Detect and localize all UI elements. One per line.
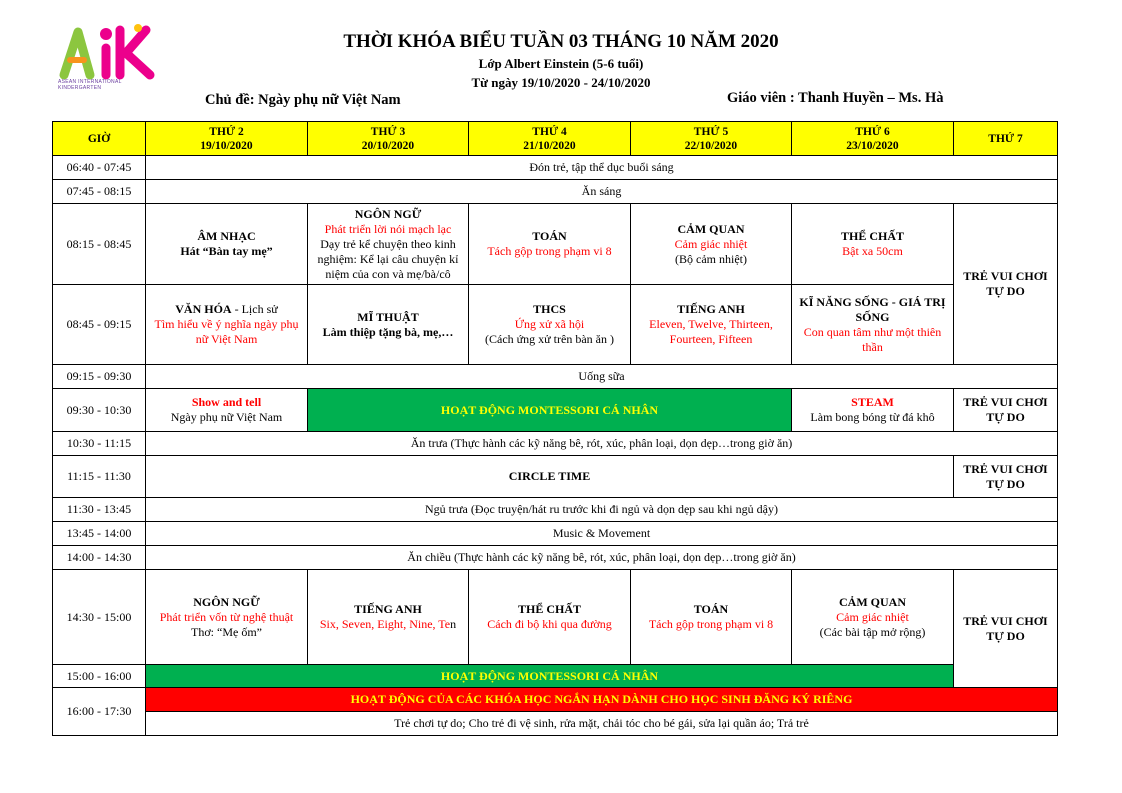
time-cell: 07:45 - 08:15	[53, 180, 146, 204]
nap-cell: Ngủ trưa (Đọc truyện/hát ru trước khi đi ngủ và dọn dẹp sau khi ngủ dậy)	[146, 498, 1058, 522]
activity-thu-1: CẢM QUAN Cảm giác nhiệt (Bộ cảm nhiệt)	[631, 204, 792, 285]
table-row	[53, 432, 1058, 456]
table-row	[53, 204, 1058, 285]
activity-fri-3: STEAM Làm bong bóng từ đá khô	[792, 389, 954, 432]
day-header-tue: THỨ 3 20/10/2020	[308, 122, 469, 156]
date-range: Từ ngày 19/10/2020 - 24/10/2020	[471, 75, 651, 90]
table-row	[53, 389, 1058, 432]
free-play-midmorning: TRẺ VUI CHƠI TỰ DO	[954, 389, 1058, 432]
time-cell: 08:15 - 08:45	[53, 204, 146, 285]
day-header-mon: THỨ 2 19/10/2020	[146, 122, 308, 156]
activity-mon-1: ÂM NHẠC Hát “Bàn tay mẹ”	[146, 204, 308, 285]
activity-thu-4: TOÁN Tách gộp trong phạm vi 8	[631, 570, 792, 665]
activity-fri-1: THỂ CHẤT Bật xa 50cm	[792, 204, 954, 285]
table-row	[53, 712, 1058, 736]
milk-cell: Uống sữa	[146, 365, 1058, 389]
table-row	[53, 665, 1058, 688]
pickup-cell: Trẻ chơi tự do; Cho trẻ đi vệ sinh, rửa mặt, chải tóc cho bé gái, sửa lại quần áo; Trả trẻ	[146, 712, 1058, 736]
table-row	[53, 546, 1058, 570]
table-row	[53, 570, 1058, 665]
activity-wed-1: TOÁN Tách gộp trong phạm vi 8	[469, 204, 631, 285]
activity-tue-2: MĨ THUẬT Làm thiệp tặng bà, mẹ,…	[308, 285, 469, 365]
school-logo-text: ASEAN INTERNATIONAL KINDERGARTEN	[58, 79, 122, 91]
activity-wed-2: THCS Ứng xử xã hội (Cách ứng xử trên bàn ăn )	[469, 285, 631, 365]
time-cell: 09:15 - 09:30	[53, 365, 146, 389]
time-cell: 11:15 - 11:30	[53, 456, 146, 498]
table-row	[53, 365, 1058, 389]
free-play-afternoon: TRẺ VUI CHƠI TỰ DO	[954, 570, 1058, 688]
montessori-afternoon-cell: HOẠT ĐỘNG MONTESSORI CÁ NHÂN	[146, 665, 954, 688]
day-header-sat: THỨ 7	[954, 122, 1058, 156]
lunch-cell: Ăn trưa (Thực hành các kỹ năng bê, rót, xúc, phân loại, dọn dẹp…trong giờ ăn)	[146, 432, 1058, 456]
day-header-wed: THỨ 4 21/10/2020	[469, 122, 631, 156]
time-cell: 09:30 - 10:30	[53, 389, 146, 432]
activity-tue-4: TIẾNG ANH Six, Seven, Eight, Nine, Ten	[308, 570, 469, 665]
activity-mon-3: Show and tell Ngày phụ nữ Việt Nam	[146, 389, 308, 432]
time-column-header: GIỜ	[53, 122, 146, 156]
activity-fri-4: CẢM QUAN Cảm giác nhiệt (Các bài tập mở rộng)	[792, 570, 954, 665]
free-play-morning: TRẺ VUI CHƠI TỰ DO	[954, 204, 1058, 365]
time-cell: 08:45 - 09:15	[53, 285, 146, 365]
time-cell: 13:45 - 14:00	[53, 522, 146, 546]
page-title: THỜI KHÓA BIỂU TUẦN 03 THÁNG 10 NĂM 2020	[343, 31, 779, 52]
time-cell: 14:00 - 14:30	[53, 546, 146, 570]
day-header-thu: THỨ 5 22/10/2020	[631, 122, 792, 156]
montessori-cell: HOẠT ĐỘNG MONTESSORI CÁ NHÂN	[308, 389, 792, 432]
table-row	[53, 156, 1058, 180]
teacher-label: Giáo viên : Thanh Huyền – Ms. Hà	[727, 90, 944, 106]
free-play-noon: TRẺ VUI CHƠI TỰ DO	[954, 456, 1058, 498]
table-row	[53, 498, 1058, 522]
activity-mon-2: VĂN HÓA - Lịch sử Tìm hiểu về ý nghĩa ngày phụ nữ Việt Nam	[146, 285, 308, 365]
short-courses-cell: HOẠT ĐỘNG CỦA CÁC KHÓA HỌC NGẮN HẠN DÀNH CHO HỌC SINH ĐĂNG KÝ RIÊNG	[146, 688, 1058, 712]
activity-fri-2: KĨ NĂNG SỐNG - GIÁ TRỊ SỐNG Con quan tâm như một thiên thần	[792, 285, 954, 365]
time-cell: 10:30 - 11:15	[53, 432, 146, 456]
time-cell: 14:30 - 15:00	[53, 570, 146, 665]
activity-mon-4: NGÔN NGỮ Phát triển vốn từ nghệ thuật Thơ: “Mẹ ốm”	[146, 570, 308, 665]
time-cell: 06:40 - 07:45	[53, 156, 146, 180]
table-row	[53, 688, 1058, 712]
table-row	[53, 456, 1058, 498]
table-row	[53, 285, 1058, 365]
music-cell: Music & Movement	[146, 522, 1058, 546]
theme-label: Chủ đề: Ngày phụ nữ Việt Nam	[205, 92, 401, 108]
time-cell: 15:00 - 16:00	[53, 665, 146, 688]
day-header-fri: THỨ 6 23/10/2020	[792, 122, 954, 156]
table-row	[53, 180, 1058, 204]
welcome-cell: Đón trẻ, tập thể dục buổi sáng	[146, 156, 1058, 180]
class-name: Lớp Albert Einstein (5-6 tuổi)	[478, 56, 644, 71]
activity-thu-2: TIẾNG ANH Eleven, Twelve, Thirteen, Fourteen, Fifteen	[631, 285, 792, 365]
activity-tue-1: NGÔN NGỮ Phát triển lời nói mạch lạc Dạy trẻ kể chuyện theo kinh nghiệm: Kể lại câu chuyện kỉ niệm của con và mẹ/bà/cô	[308, 204, 469, 285]
time-cell: 16:00 - 17:30	[53, 688, 146, 736]
snack-cell: Ăn chiều (Thực hành các kỹ năng bê, rót, xúc, phân loại, dọn dẹp…trong giờ ăn)	[146, 546, 1058, 570]
time-cell: 11:30 - 13:45	[53, 498, 146, 522]
table-row	[53, 522, 1058, 546]
timetable	[52, 121, 1058, 736]
circle-time-cell: CIRCLE TIME	[146, 456, 954, 498]
breakfast-cell: Ăn sáng	[146, 180, 1058, 204]
activity-wed-4: THỂ CHẤT Cách đi bộ khi qua đường	[469, 570, 631, 665]
header-row	[53, 122, 1058, 156]
